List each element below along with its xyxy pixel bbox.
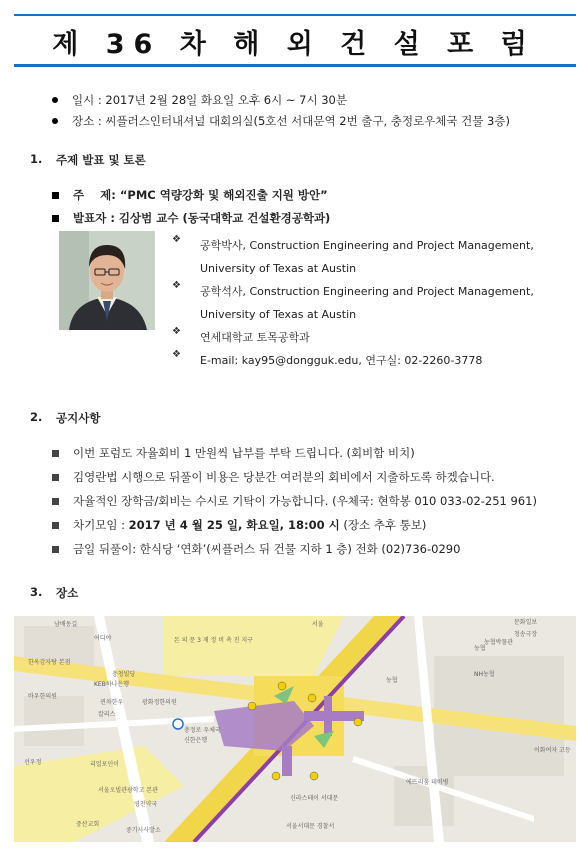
section-number: 2. bbox=[30, 410, 43, 424]
map-label: NH농협 bbox=[474, 671, 495, 678]
notice-item bbox=[52, 493, 537, 509]
map-label: 신한은행 bbox=[184, 737, 208, 744]
bullet-square-icon bbox=[52, 474, 59, 481]
section-heading: 주제 발표 및 토론 bbox=[56, 153, 146, 167]
cv-line: 연세대학교 토목공학과 bbox=[200, 331, 310, 344]
speaker-photo bbox=[59, 231, 155, 330]
cv-line: E-mail: kay95@dongguk.edu, 연구실: 02-2260-3778 bbox=[200, 354, 483, 367]
bullet-square-icon bbox=[52, 498, 59, 505]
map-label: 선우정 bbox=[24, 759, 42, 766]
info-place-text: 장소 : 씨플러스인터내셔널 대회의실(5호선 서대문역 2번 출구, 충정로우체국 건물 3층) bbox=[72, 114, 510, 128]
bullet-dot-icon bbox=[52, 118, 58, 124]
next-suffix: (장소 추후 통보) bbox=[339, 518, 427, 532]
bullet-dot-icon bbox=[52, 97, 58, 103]
map-label: 퀸차한우 bbox=[100, 699, 124, 706]
next-date: 2017 년 4 월 25 일, 화요일, 18:00 시 bbox=[128, 518, 340, 532]
map-label: 충청빌딩 bbox=[112, 671, 136, 678]
map-label: 서울 bbox=[312, 621, 324, 628]
diamond-bullet-icon: ❖ bbox=[172, 349, 181, 360]
map-label: 광화정한의원 bbox=[142, 699, 177, 706]
map-label: 이화여자 고등 bbox=[534, 747, 571, 754]
info-date bbox=[52, 92, 347, 108]
cv-line: University of Texas at Austin bbox=[200, 308, 357, 321]
map-label: 돈 의 문 3 재 정 비 촉 진 지구 bbox=[174, 637, 253, 644]
section-number: 1. bbox=[30, 152, 43, 166]
section-location bbox=[30, 585, 78, 601]
section-topic bbox=[30, 152, 146, 168]
map-label: 농협박물관 bbox=[484, 639, 513, 646]
map-label: 신라스테이 서대문 bbox=[290, 795, 339, 802]
info-place bbox=[52, 113, 510, 129]
map-label: 바우한의원 bbox=[28, 693, 57, 700]
map-label: 어디야 bbox=[94, 635, 112, 642]
speaker-row bbox=[52, 210, 330, 226]
cv-item-ms bbox=[172, 280, 534, 326]
section-number: 3. bbox=[30, 585, 43, 599]
diamond-bullet-icon: ❖ bbox=[172, 280, 181, 291]
map-label: 중산교회 bbox=[76, 821, 100, 828]
cv-item-bs bbox=[172, 326, 310, 349]
bullet-square-icon bbox=[52, 522, 59, 529]
bullet-square-icon bbox=[52, 215, 59, 222]
section-heading: 장소 bbox=[56, 586, 79, 600]
notice-text: 금일 뒤풀이: 한식당 ‘연화’(씨플러스 뒤 건물 지하 1 층) 전화 (02)736-0290 bbox=[73, 542, 461, 556]
map-label: 중기사사발소 bbox=[126, 827, 161, 834]
map-label: 농협 bbox=[386, 677, 398, 684]
diamond-bullet-icon: ❖ bbox=[172, 234, 181, 245]
map-label: 청송극장 bbox=[514, 631, 538, 638]
diamond-bullet-icon: ❖ bbox=[172, 326, 181, 337]
map-label: 에뜨리움 데비병 bbox=[406, 779, 449, 786]
topic-row bbox=[52, 187, 328, 203]
map-label: 한옥감자탕 본점 bbox=[28, 659, 71, 666]
bullet-square-icon bbox=[52, 192, 59, 199]
map-label: 서울서대문 경찰서 bbox=[286, 823, 335, 830]
bullet-square-icon bbox=[52, 450, 59, 457]
notice-text: 이번 포럼도 자율회비 1 만원씩 납부를 부탁 드립니다. (회비함 비치) bbox=[73, 446, 415, 460]
map-label: 서울오빌관광학고 본관 bbox=[98, 787, 158, 794]
cv-item-phd bbox=[172, 234, 534, 280]
topic-label: 주 제 bbox=[73, 188, 112, 202]
map-label: 리얼포인이 bbox=[90, 761, 119, 768]
notice-next-meeting bbox=[52, 517, 426, 533]
top-rule bbox=[14, 14, 576, 16]
bullet-square-icon bbox=[52, 546, 59, 553]
next-prefix: 차기모임 : bbox=[73, 518, 129, 532]
notice-text: 자율적인 장학금/회비는 수시로 기탁이 가능합니다. (우체국: 현학봉 010 033-02-251 961) bbox=[73, 494, 537, 508]
notice-item bbox=[52, 541, 460, 557]
cv-line: 공학석사, Construction Engineering and Project Management, bbox=[200, 285, 534, 298]
title-underline bbox=[14, 64, 576, 67]
cv-line: 공학박사, Construction Engineering and Project Management, bbox=[200, 239, 534, 252]
map-label: 문화일보 bbox=[514, 619, 538, 626]
topic-value: : “PMC 역량강화 및 해외진출 지원 방안” bbox=[111, 188, 328, 202]
map-label: 영천약국 bbox=[134, 801, 158, 808]
page-title: 제 36 차 해 외 건 설 포 럼 bbox=[52, 29, 536, 60]
map-label: 칼리스 bbox=[98, 711, 116, 718]
cv-line: University of Texas at Austin bbox=[200, 262, 357, 275]
map-label: 농협 bbox=[474, 645, 486, 652]
notice-item bbox=[52, 445, 415, 461]
map-label: 충정로 우체국 bbox=[184, 727, 221, 734]
info-date-text: 일시 : 2017년 2월 28일 화요일 오후 6시 ~ 7시 30분 bbox=[72, 93, 347, 107]
section-heading: 공지사항 bbox=[56, 411, 101, 425]
notice-item bbox=[52, 469, 495, 485]
section-notice bbox=[30, 410, 100, 426]
map-label: KEB하나은행 bbox=[94, 681, 130, 688]
speaker-text: 발표자 : 김상범 교수 (동국대학교 건설환경공학과) bbox=[73, 211, 331, 225]
notice-text: 김영란법 시행으로 뒤풀이 비용은 당분간 여러분의 회비에서 지출하도록 하겠습니다. bbox=[73, 470, 495, 484]
cv-item-contact bbox=[172, 349, 482, 372]
map-label: 남배동길 bbox=[54, 621, 78, 628]
location-map[interactable] bbox=[14, 616, 576, 842]
